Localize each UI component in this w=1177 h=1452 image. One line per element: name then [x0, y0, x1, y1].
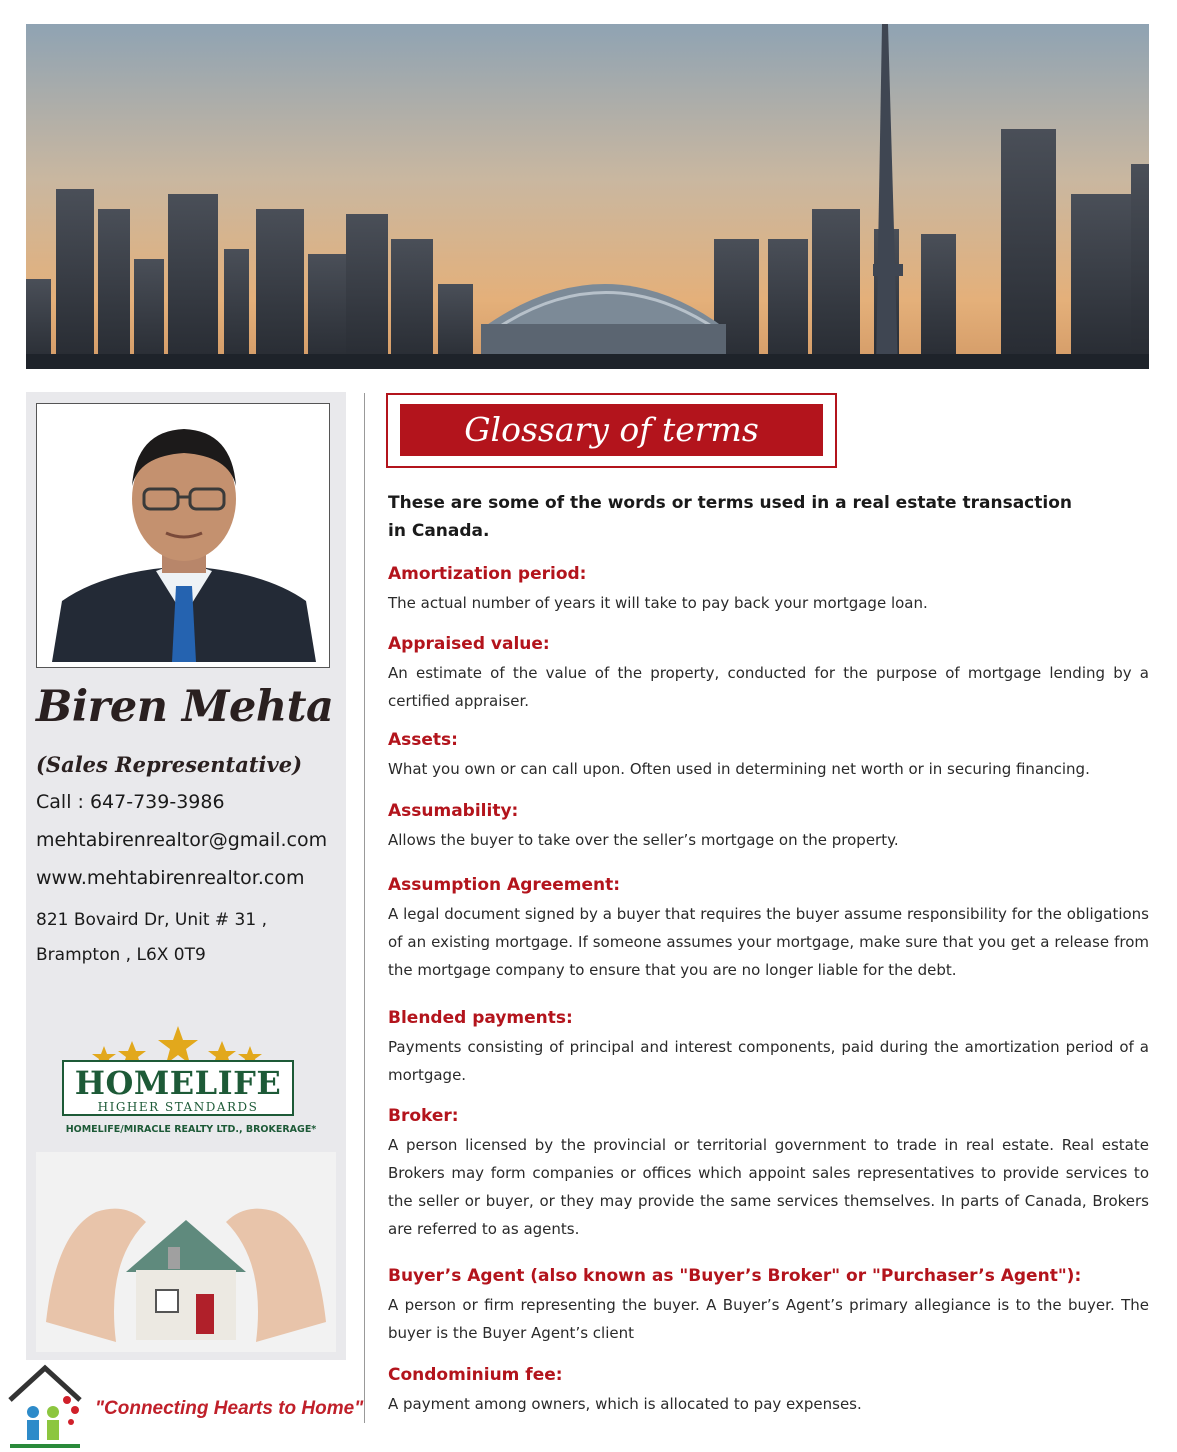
tagline-area [0, 1360, 364, 1452]
agent-sidebar [26, 392, 346, 1360]
agent-address-line2: Brampton , L6X 0T9 [36, 945, 206, 965]
intro-text: These are some of the words or terms used in a real estate transaction in Canada. [388, 493, 1072, 541]
term-definition: What you own or can call upon. Often used in determining net worth or in securing financing. [388, 760, 1090, 778]
brokerage-name: HOMELIFE/MIRACLE REALTY LTD., BROKERAGE* [65, 1124, 317, 1135]
term-definition: A payment among owners, which is allocated to pay expenses. [388, 1395, 862, 1413]
logo-frame [62, 1060, 294, 1116]
term-definition: A person licensed by the provincial or territorial government to trade in real estate. Real estate Brokers may form companies or offices which appoint sales representatives to provide services to the seller or buyer, or they may provide the same services themselves. In parts of Canada, Brokers are referred to as agents. [388, 1136, 1149, 1238]
term-definition: Payments consisting of principal and interest components, paid during the amortization period of a mortgage. [388, 1038, 1149, 1084]
term-title: Blended payments: [388, 1008, 573, 1028]
logo-wordmark: HOMELIFE [74, 1064, 282, 1102]
skyline-banner [26, 24, 1149, 369]
column-divider [364, 393, 365, 1423]
agent-name: Biren Mehta [36, 682, 334, 732]
hands-house-illustration [36, 1152, 336, 1356]
term-title: Assumability: [388, 801, 519, 821]
term-title: Assumption Agreement: [388, 875, 621, 895]
agent-photo [36, 403, 330, 668]
title-frame [386, 393, 837, 468]
term-title: Broker: [388, 1106, 459, 1126]
agent-email[interactable]: mehtabirenrealtor@gmail.com [36, 829, 328, 851]
tagline: "Connecting Hearts to Home" [95, 1398, 364, 1419]
agent-address-line1: 821 Bovaird Dr, Unit # 31 , [36, 910, 267, 930]
term-definition: The actual number of years it will take to pay back your mortgage loan. [388, 594, 928, 612]
term-definition: A person or firm representing the buyer. A Buyer’s Agent’s primary allegiance is to the buyer. The buyer is the Buyer Agent’s client [388, 1296, 1149, 1342]
term-definition: A legal document signed by a buyer that requires the buyer assume responsibility for the obligations of an existing mortgage. If someone assumes your mortgage, make sure that you get a release from the mortgage company to ensure that you are no longer liable for the debt. [388, 905, 1149, 979]
term-title: Condominium fee: [388, 1365, 563, 1385]
logo-subtitle: HIGHER STANDARDS [97, 1100, 259, 1114]
term-title: Appraised value: [388, 634, 550, 654]
agent-role: (Sales Representative) [36, 752, 303, 777]
family-home-icon [5, 1360, 90, 1452]
term-definition: Allows the buyer to take over the seller’s mortgage on the property. [388, 831, 899, 849]
page-title: Glossary of terms [400, 404, 823, 456]
term-title: Amortization period: [388, 564, 587, 584]
term-definition: An estimate of the value of the property, conducted for the purpose of mortgage lending by a certified appraiser. [388, 664, 1149, 710]
term-title: Buyer’s Agent (also known as "Buyer’s Broker" or "Purchaser’s Agent"): [388, 1266, 1082, 1286]
agent-website[interactable]: www.mehtabirenrealtor.com [36, 867, 305, 889]
term-title: Assets: [388, 730, 458, 750]
agent-phone[interactable]: Call : 647-739-3986 [36, 791, 225, 813]
